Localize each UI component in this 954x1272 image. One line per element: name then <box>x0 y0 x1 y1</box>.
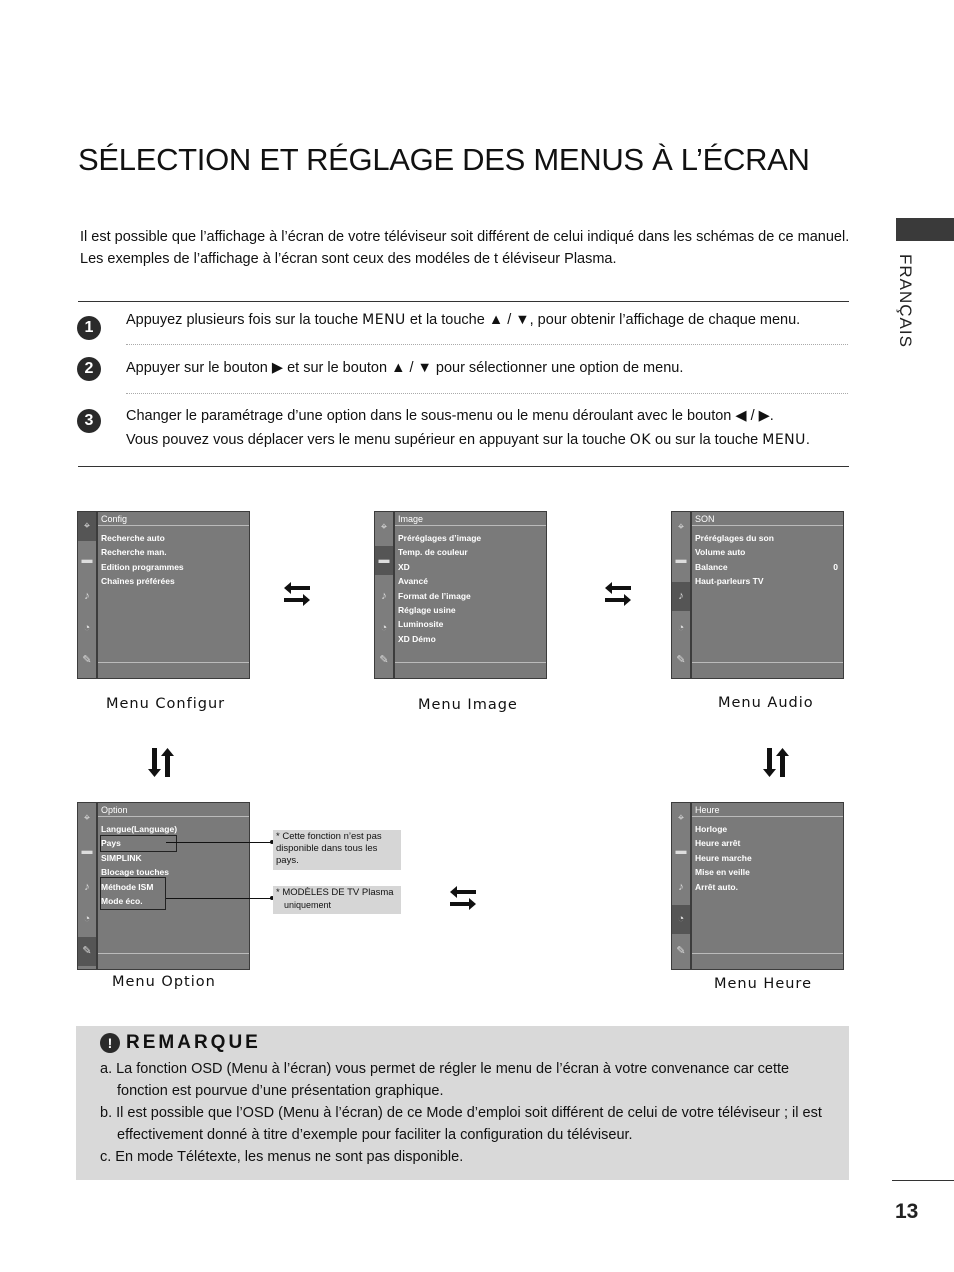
step-3-text-c: . <box>805 432 810 448</box>
speaker-icon: ♪ <box>672 582 690 611</box>
balance-value: 0 <box>833 561 838 572</box>
caption-menu-heure: Menu Heure <box>714 976 812 992</box>
satellite-dish-icon: ⌖ <box>83 812 91 824</box>
osd-item: Langue(Language) <box>101 824 178 834</box>
osd-footer-line <box>98 953 249 954</box>
clock-icon: ◔ <box>83 913 91 925</box>
osd-item: Heure marche <box>695 852 752 863</box>
osd-item: Edition programmes <box>101 561 184 572</box>
callout-plasma-line-2: uniquement <box>284 900 332 910</box>
wrench-icon: ✎ <box>676 945 686 957</box>
remark-note-c: c. En mode Télétexte, les menus ne sont pas disponible. <box>100 1149 464 1165</box>
osd-footer-line <box>692 953 843 954</box>
osd-icon-bar <box>78 512 96 678</box>
menu-key-label: MENU <box>762 432 806 448</box>
osd-item: Arrêt auto. <box>695 881 738 892</box>
caption-menu-option: Menu Option <box>112 974 216 990</box>
osd-main-panel <box>98 512 249 678</box>
osd-item-balance <box>695 560 840 574</box>
step-2-number: 2 <box>77 357 101 381</box>
osd-item: XD <box>398 561 410 572</box>
osd-item: Blocage touches <box>101 867 170 878</box>
osd-header: Image <box>395 512 546 526</box>
satellite-dish-icon: ⌖ <box>677 521 685 533</box>
osd-item: Luminosite <box>398 619 444 630</box>
step-3-text-line-2 <box>126 428 810 452</box>
wrench-icon: ✎ <box>379 654 389 666</box>
caption-menu-audio: Menu Audio <box>718 695 814 711</box>
remark-note-a: a. La fonction OSD (Menu à l’écran) vous permet de régler le menu de l’écran à votre convenance car cette fonction est pourvue d’une présentation graphique. <box>100 1061 790 1099</box>
speaker-icon: ♪ <box>84 881 90 893</box>
osd-header: SON <box>692 512 843 526</box>
swap-horizontal-arrows-icon <box>284 579 310 609</box>
callout-leader-line <box>166 842 274 843</box>
step-3-number: 3 <box>77 409 101 433</box>
osd-item: Temp. de couleur <box>398 547 468 558</box>
step-3-text-line-1: Changer le paramétrage d’une option dans le sous-menu ou le menu déroulant avec le bouton ◀ / ▶. <box>126 408 774 424</box>
callout-plasma-note <box>273 886 401 914</box>
caption-menu-image: Menu Image <box>418 697 518 713</box>
page-number: 13 <box>895 1200 919 1223</box>
wrench-icon: ✎ <box>82 654 92 666</box>
osd-menu-config <box>77 511 250 679</box>
tv-screen-icon: ▬ <box>675 845 687 857</box>
menu-key-label: MENU <box>362 312 406 328</box>
osd-item: Réglage usine <box>398 605 456 616</box>
intro-paragraph-1: Il est possible que l’affichage à l’écran de votre téléviseur soit différent de celui indiqué dans les schémas de ce manuel. <box>80 229 850 245</box>
osd-item: Mise en veille <box>695 867 750 878</box>
callout-country-note: * Cette fonction n’est pas disponible dans tous les pays. <box>273 830 401 870</box>
speaker-icon: ♪ <box>84 590 90 602</box>
divider-bottom <box>78 466 849 467</box>
tv-screen-icon: ▬ <box>81 554 93 566</box>
step-divider <box>126 344 848 345</box>
caption-menu-configur: Menu Configur <box>106 696 226 712</box>
osd-item-pays: Pays <box>101 836 176 850</box>
divider-top <box>78 301 849 302</box>
step-3-text-a: Vous pouvez vous déplacer vers le menu supérieur en appuyant sur la touche <box>126 432 630 448</box>
swap-horizontal-arrows-icon <box>450 883 476 913</box>
wrench-icon: ✎ <box>676 654 686 666</box>
page-number-rule <box>892 1180 954 1181</box>
osd-main-panel <box>395 512 546 678</box>
exclamation-icon: ! <box>100 1033 120 1053</box>
osd-item: Recherche auto <box>101 533 165 543</box>
remark-note-b: b. Il est possible que l’OSD (Menu à l’écran) de ce Mode d’emploi soit différent de celui de votre téléviseur ; il est effectivement donné à titre d’exemple pour faciliter la configuration du téléviseur. <box>100 1105 822 1143</box>
speaker-icon: ♪ <box>381 590 387 602</box>
osd-menu-heure <box>671 802 844 970</box>
clock-icon: ◔ <box>672 905 690 934</box>
language-label: FRANÇAIS <box>896 254 915 348</box>
swap-vertical-arrows-icon <box>146 748 178 778</box>
plasma-items-highlight <box>100 877 166 910</box>
step-1-text-a: Appuyez plusieurs fois sur la touche <box>126 312 363 328</box>
osd-item-label: Balance <box>695 561 728 572</box>
step-2-text: Appuyer sur le bouton ▶ et sur le bouton ▲ / ▼ pour sélectionner une option de menu. <box>126 360 684 376</box>
callout-plasma-line-1: * MODÈLES DE TV Plasma <box>276 887 394 898</box>
osd-item: Haut-parleurs TV <box>695 576 764 587</box>
intro-text <box>80 226 850 270</box>
osd-menu-son <box>671 511 844 679</box>
tv-screen-icon: ▬ <box>375 546 393 575</box>
satellite-dish-icon: ⌖ <box>380 521 388 533</box>
satellite-dish-icon: ⌖ <box>677 812 685 824</box>
osd-header: Config <box>98 512 249 526</box>
step-1-number: 1 <box>77 316 101 340</box>
step-1-text <box>126 308 800 332</box>
tv-screen-icon: ▬ <box>675 554 687 566</box>
osd-item: Préréglages d’image <box>398 533 482 543</box>
osd-main-panel <box>692 803 843 969</box>
speaker-icon: ♪ <box>678 881 684 893</box>
osd-item: Heure arrêt <box>695 838 741 849</box>
language-tab-marker <box>896 218 954 241</box>
callout-leader-line <box>166 898 274 899</box>
page-title: SÉLECTION ET RÉGLAGE DES MENUS À L’ÉCRAN <box>78 142 810 177</box>
osd-header: Option <box>98 803 249 817</box>
clock-icon: ◔ <box>83 622 91 634</box>
osd-icon-bar <box>375 512 393 678</box>
step-1-text-b: et la touche ▲ / ▼, pour obtenir l’affichage de chaque menu. <box>405 312 801 328</box>
osd-footer-line <box>98 662 249 663</box>
osd-footer-line <box>395 662 546 663</box>
osd-item: Recherche man. <box>101 547 167 558</box>
swap-vertical-arrows-icon <box>761 748 793 778</box>
remark-heading <box>100 1032 261 1054</box>
osd-item: Méthode ISM <box>101 881 154 892</box>
osd-header: Heure <box>692 803 843 817</box>
osd-icon-bar <box>78 803 96 969</box>
tv-screen-icon: ▬ <box>81 845 93 857</box>
osd-item: Chaînes préférées <box>101 576 175 587</box>
osd-menu-image <box>374 511 547 679</box>
step-divider <box>126 393 848 394</box>
clock-icon: ◔ <box>380 622 388 634</box>
osd-item: Format de l’image <box>398 590 471 601</box>
remark-notes <box>100 1058 840 1168</box>
osd-item: Volume auto <box>695 547 746 558</box>
remark-title: REMARQUE <box>126 1032 261 1053</box>
osd-item: Horloge <box>695 824 728 834</box>
wrench-icon: ✎ <box>78 937 96 966</box>
osd-footer-line <box>692 662 843 663</box>
osd-item: Préréglages du son <box>695 533 774 543</box>
osd-item: Avancé <box>398 576 428 587</box>
osd-main-panel <box>692 512 843 678</box>
osd-icon-bar <box>672 803 690 969</box>
intro-paragraph-2: Les exemples de l’affichage à l’écran sont ceux des modéles de t éléviseur Plasma. <box>80 251 617 267</box>
osd-icon-bar <box>672 512 690 678</box>
step-3-text-b: ou sur la touche <box>651 432 763 448</box>
clock-icon: ◔ <box>677 622 685 634</box>
osd-item: XD Démo <box>398 633 436 644</box>
swap-horizontal-arrows-icon <box>605 579 631 609</box>
ok-key-label: OK <box>629 432 651 448</box>
osd-item: Mode éco. <box>101 896 143 907</box>
osd-item: SIMPLINK <box>101 852 142 863</box>
satellite-dish-icon: ⌖ <box>78 512 96 541</box>
